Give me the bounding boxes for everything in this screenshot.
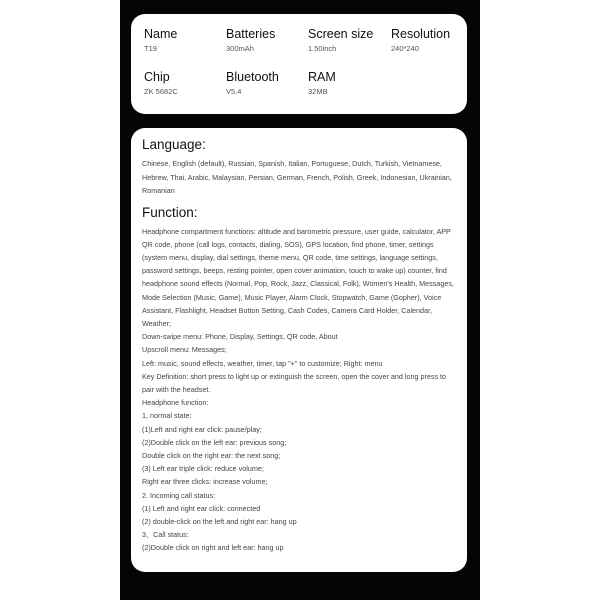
function-line: (2) double-click on the left and right ear: hang up [142,516,297,526]
function-line: Down-swipe menu: Phone, Display, Settings, QR code, About [142,332,338,342]
spec-ram [308,70,336,96]
spec-value: ZK 5682C [144,87,178,96]
spec-value: 300mAh [226,44,254,53]
spec-label: Name [144,27,178,41]
function-line: (2)Double click on the left ear: previous song; [142,437,287,447]
spec-value: 32MB [308,87,328,96]
spec-label: Resolution [391,27,451,41]
spec-resolution [391,27,450,53]
spec-label: RAM [308,70,336,84]
spec-value: 240*240 [391,44,419,53]
function-line: Double click on the right ear: the next song; [142,450,281,460]
spec-chip [144,70,178,96]
spec-label: Chip [144,70,170,84]
language-list: Chinese, English (default), Russian, Spanish, Italian, Portuguese, Dutch, Turkish, Vietnamese, Hebrew, Thai, Arabic, Malaysian, Persian, German, French, Polish, Greek, Indonesian, Ukrainian, Romanian [142,159,452,195]
function-line: 3、Call status: [142,530,189,540]
spec-value: 1.50inch [308,44,337,53]
function-line: (3) Left ear triple click: reduce volume; [142,464,264,474]
function-line: (1) Left and right ear click: connected [142,503,261,513]
function-line: 1, normal state: [142,411,192,421]
spec-label: Bluetooth [226,70,279,84]
spec-label: Batteries [226,27,276,41]
spec-value: T19 [144,44,157,53]
spec-card [131,14,467,114]
spec-screen-size [308,27,373,53]
spec-label: Screen size [308,27,374,41]
spec-batteries [226,27,275,53]
function-line: 2. Incoming call status: [142,490,216,500]
language-heading: Language: [142,137,206,152]
function-line: Headphone function: [142,398,209,408]
details-card [131,128,467,572]
spec-name [144,27,177,53]
function-line: Right ear three clicks: increase volume; [142,477,268,487]
function-line: (2)Double click on right and left ear: hang up [142,543,284,553]
function-line: (1)Left and right ear click: pause/play; [142,424,262,434]
function-list [142,225,457,555]
function-line: Headphone compartment functions: altitude and barometric pressure, user guide, calculator, APP QR code, phone (call logs, contacts, dialing, SOS), GPS location, find phone, timer, settings (system menu, display, dial settings, theme menu, QR code, time settings, language settings, password settings, beeps, resting pointer, open cover animation, touch to wake up) counter, find headphone sound effects (Normal, Pop, Rock, Jazz, Classical, Folk), Women's Health, Messages, Mode Selection (Music, Game), Music Player, Alarm Clock, Stopwatch, Game (Gopher), Voice Assistant, Flashlight, Headset Button Setting, Cash Codes, Camera Card Holder, Calendar, Weather; [142,226,454,328]
function-line: Left: music, sound effects, weather, timer, tap "+" to customize; Right: menu [142,358,383,368]
function-heading: Function: [142,204,198,220]
function-line: Upscroll menu: Messages; [142,345,227,355]
spec-value: V5.4 [226,87,242,96]
function-line: Key Definition: short press to light up or extinguish the screen, open the cover and long press to pair with the headset. [142,371,447,394]
spec-bluetooth [226,70,279,96]
